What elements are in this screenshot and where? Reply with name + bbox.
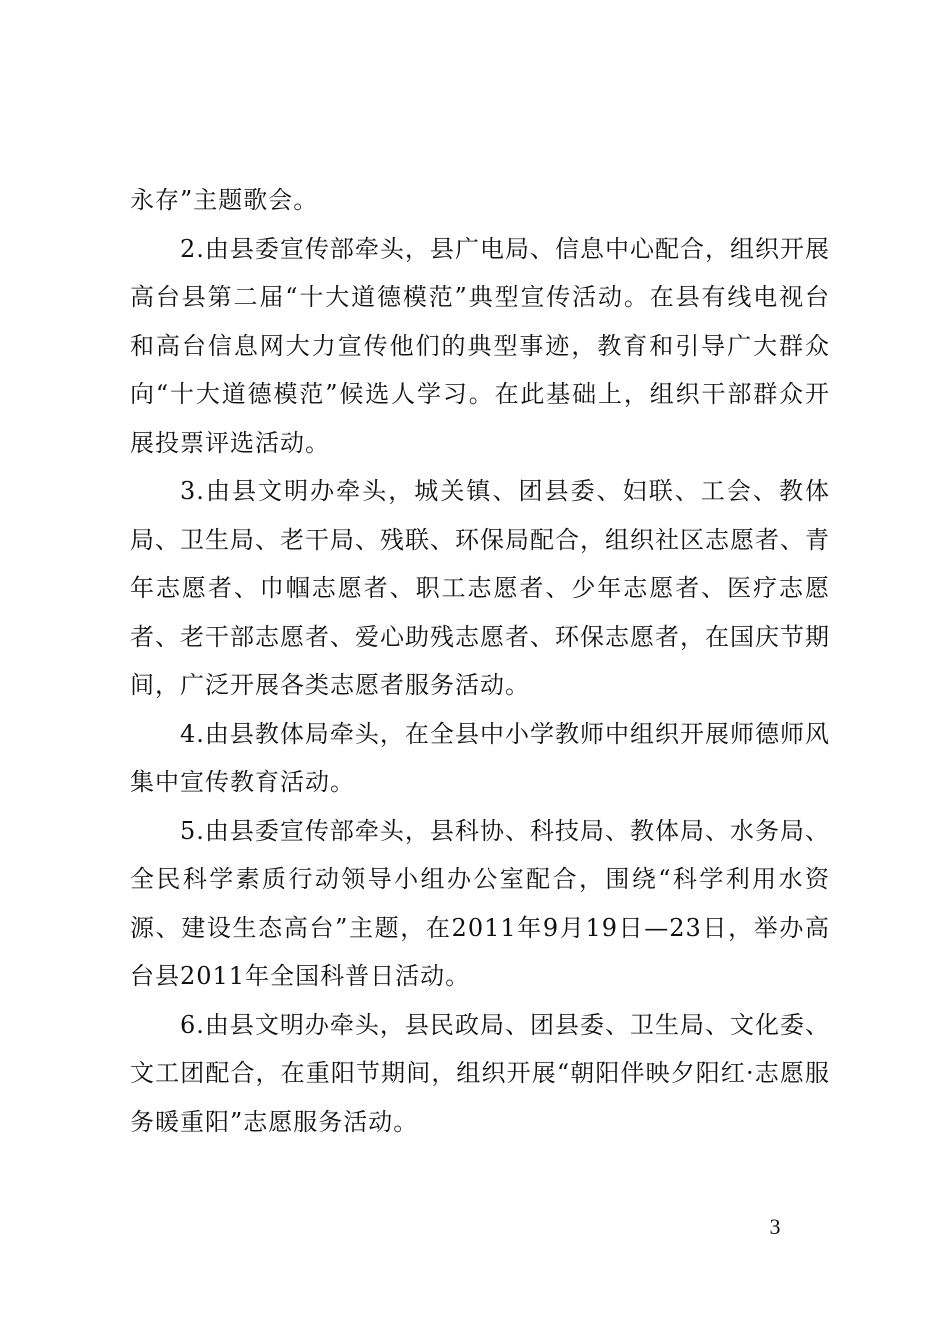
paragraph-continuation: 永存”主题歌会。 xyxy=(130,186,319,214)
paragraph-item-2: 2.由县委宣传部牵头，县广电局、信息中心配合，组织开展高台县第二届“十大道德模范”典型宣传活动。在县有线电视台和高台信息网大力宣传他们的典型事迹，教育和引导广大群众向“十大道德模范”候选人学习。在此基础上，组织干部群众开展投票评选活动。 xyxy=(130,234,830,457)
paragraph-item-3: 3.由县文明办牵头，城关镇、团县委、妇联、工会、教体局、卫生局、老干局、残联、环保局配合，组织社区志愿者、青年志愿者、巾帼志愿者、职工志愿者、少年志愿者、医疗志愿者、老干部志愿者、爱心助残志愿者、环保志愿者，在国庆节期间，广泛开展各类志愿者服务活动。 xyxy=(130,477,830,699)
page-number: 3 xyxy=(769,1214,781,1239)
paragraph-item-4: 4.由县教体局牵头，在全县中小学教师中组织开展师德师风集中宣传教育活动。 xyxy=(130,719,830,796)
paragraph-item-6: 6.由县文明办牵头，县民政局、团县委、卫生局、文化委、文工团配合，在重阳节期间，组织开展“朝阳伴映夕阳红·志愿服务暖重阳”志愿服务活动。 xyxy=(130,1010,830,1136)
paragraph-item-5: 5.由县委宣传部牵头，县科协、科技局、教体局、水务局、全民科学素质行动领导小组办公室配合，围绕“科学利用水资源、建设生态高台”主题，在2011年9月19日—23日，举办高台县2011年全国科普日活动。 xyxy=(130,816,830,990)
document-body xyxy=(130,176,830,1146)
